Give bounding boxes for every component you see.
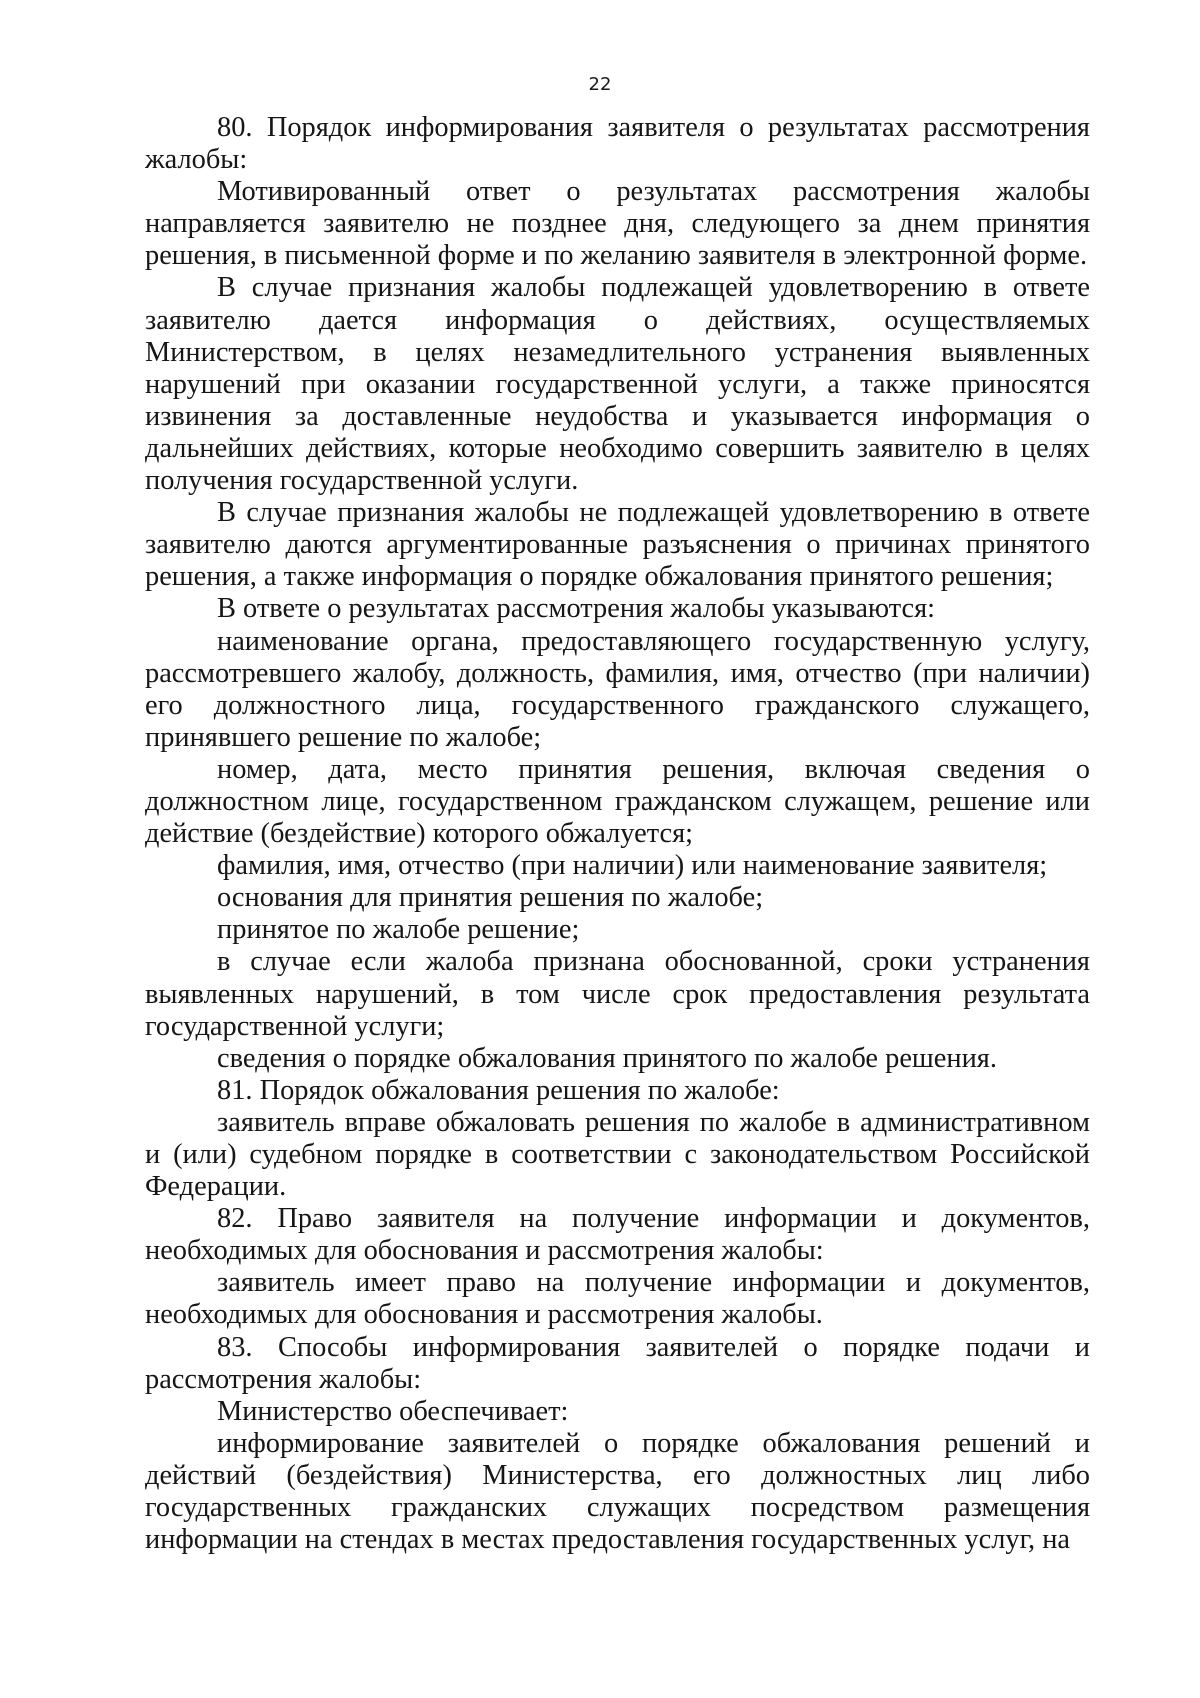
paragraph-informing-applicants: информирование заявителей о порядке обжалования решений и действий (бездействия) Министерства, его должностных лиц либо государственных гражданских служащих посредством размещения информации на стендах в местах предоставления государственных услуг, на: [145, 1427, 1090, 1556]
paragraph-motivated-answer: Мотивированный ответ о результатах рассмотрения жалобы направляется заявителю не позднее дня, следующего за днем принятия решения, в письменной форме и по желанию заявителя в электронной форме.: [145, 176, 1090, 272]
paragraph-information-right: заявитель имеет право на получение информации и документов, необходимых для обоснования и рассмотрения жалобы.: [145, 1267, 1090, 1331]
paragraph-80-heading: 80. Порядок информирования заявителя о результатах рассмотрения жалобы:: [145, 112, 1090, 176]
paragraph-answer-contents-intro: В ответе о результатах рассмотрения жалобы указываются:: [217, 593, 936, 625]
list-item-body-name: наименование органа, предоставляющего государственную услугу, рассмотревшего жалобу, должность, фамилия, имя, отчество (при наличии) его должностного лица, государственного гражданского служащего, принявшего решение по жалобе;: [145, 625, 1090, 753]
paragraph-83-heading: 83. Способы информирования заявителей о порядке подачи и рассмотрения жалобы:: [145, 1331, 1090, 1395]
paragraph-complaint-satisfied: В случае признания жалобы подлежащей удовлетворению в ответе заявителю дается информация о действиях, осуществляемых Министерством, в целях незамедлительного устранения выявленных нарушений при оказании государственной услуги, а также приносятся извинения за доставленные неудобства и указывается информация о дальнейших действиях, которые необходимо совершить заявителю в целях получения государственной услуги.: [145, 272, 1090, 497]
paragraph-appeal-right: заявитель вправе обжаловать решения по жалобе в административном и (или) судебном порядке в соответствии с законодательством Российской Федерации.: [145, 1106, 1090, 1203]
list-item-decision-taken: принятое по жалобе решение;: [217, 914, 580, 946]
list-item-remedy-terms: в случае если жалоба признана обоснованной, сроки устранения выявленных нарушений, в том числе срок предоставления результата государственной услуги;: [145, 946, 1090, 1042]
list-item-applicant-name: фамилия, имя, отчество (при наличии) или наименование заявителя;: [217, 850, 1048, 882]
paragraph-81-heading: 81. Порядок обжалования решения по жалобе:: [217, 1074, 780, 1106]
document-body: [145, 112, 1090, 1556]
list-item-decision-number: номер, дата, место принятия решения, включая сведения о должностном лице, государственном гражданском служащем, решение или действие (бездействие) которого обжалуется;: [145, 753, 1090, 850]
list-item-decision-grounds: основания для принятия решения по жалобе;: [217, 882, 764, 914]
page-number: 22: [588, 74, 612, 95]
paragraph-ministry-provides: Министерство обеспечивает:: [217, 1395, 569, 1427]
list-item-appeal-info: сведения о порядке обжалования принятого по жалобе решения.: [217, 1042, 997, 1074]
paragraph-complaint-rejected: В случае признания жалобы не подлежащей удовлетворению в ответе заявителю даются аргументированные разъяснения о причинах принятого решения, а также информация о порядке обжалования принятого решения;: [145, 497, 1090, 593]
paragraph-82-heading: 82. Право заявителя на получение информации и документов, необходимых для обоснования и рассмотрения жалобы:: [145, 1203, 1090, 1267]
